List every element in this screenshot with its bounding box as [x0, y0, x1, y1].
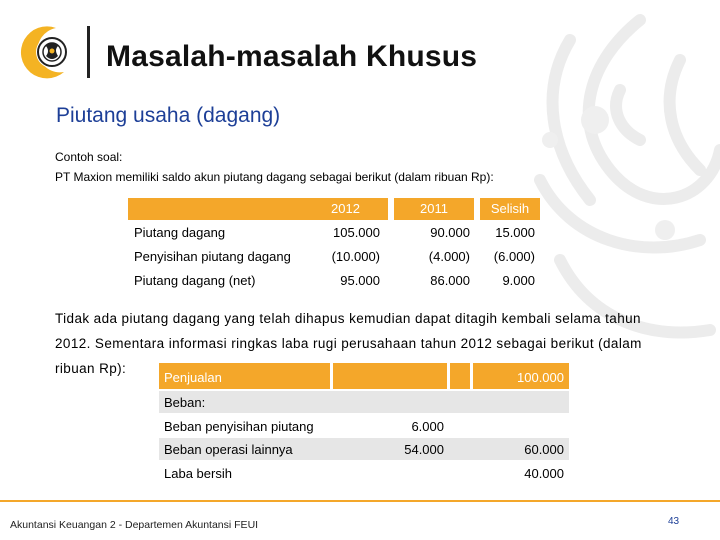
table-row-label: Beban penyisihan piutang — [164, 419, 314, 434]
footer-divider — [0, 500, 720, 502]
table-header-2011: 2011 — [394, 198, 474, 220]
table-cell: (4.000) — [428, 249, 470, 264]
table-cell: 15.000 — [495, 225, 535, 240]
table-row-bg — [333, 363, 447, 389]
table-cell: 86.000 — [430, 273, 470, 288]
table-row-label: Laba bersih — [164, 466, 232, 481]
table-header-2012: 2012 — [303, 198, 388, 220]
table-row-bg — [450, 363, 470, 389]
table-cell: 90.000 — [430, 225, 470, 240]
footer-text: Akuntansi Keuangan 2 - Departemen Akuntansi FEUI — [10, 519, 259, 531]
table-cell: (6.000) — [493, 249, 535, 264]
table-row-bg — [159, 391, 569, 413]
page-number: 43 — [668, 516, 680, 527]
paragraph-line: Tidak ada piutang dagang yang telah dihapus kemudian dapat ditagih kembali selama tahun — [55, 311, 641, 326]
table-row-label: Beban: — [164, 395, 206, 410]
table-cell: 100.000 — [517, 370, 564, 385]
table-cell: 60.000 — [524, 442, 564, 457]
paragraph-line: 2012. Sementara informasi ringkas laba rugi perusahaan tahun 2012 sebagai berikut (dalam — [55, 336, 642, 351]
intro-description: PT Maxion memiliki saldo akun piutang dagang sebagai berikut (dalam ribuan Rp): — [55, 170, 494, 184]
table-row-label: Penjualan — [164, 370, 222, 385]
title-divider — [87, 26, 90, 78]
table-cell: 54.000 — [404, 442, 444, 457]
table-cell: 40.000 — [524, 466, 564, 481]
table-header-selisih: Selisih — [480, 198, 540, 220]
table-row-label: Piutang dagang — [134, 225, 226, 240]
table-header-blank — [128, 198, 303, 220]
section-subtitle: Piutang usaha (dagang) — [56, 104, 281, 127]
table-row-label: Penyisihan piutang dagang — [134, 249, 291, 264]
table-cell: (10.000) — [331, 249, 380, 264]
table-cell: 6.000 — [411, 419, 444, 434]
table-row-label: Piutang dagang (net) — [134, 273, 256, 288]
table-cell: 9.000 — [502, 273, 535, 288]
table-cell: 95.000 — [340, 273, 380, 288]
table-row-label: Beban operasi lainnya — [164, 442, 293, 457]
intro-label: Contoh soal: — [55, 150, 123, 164]
page-title: Masalah-masalah Khusus — [106, 40, 478, 73]
paragraph-line: ribuan Rp): — [55, 361, 127, 376]
table-cell: 105.000 — [333, 225, 380, 240]
university-emblem-icon — [14, 20, 78, 84]
